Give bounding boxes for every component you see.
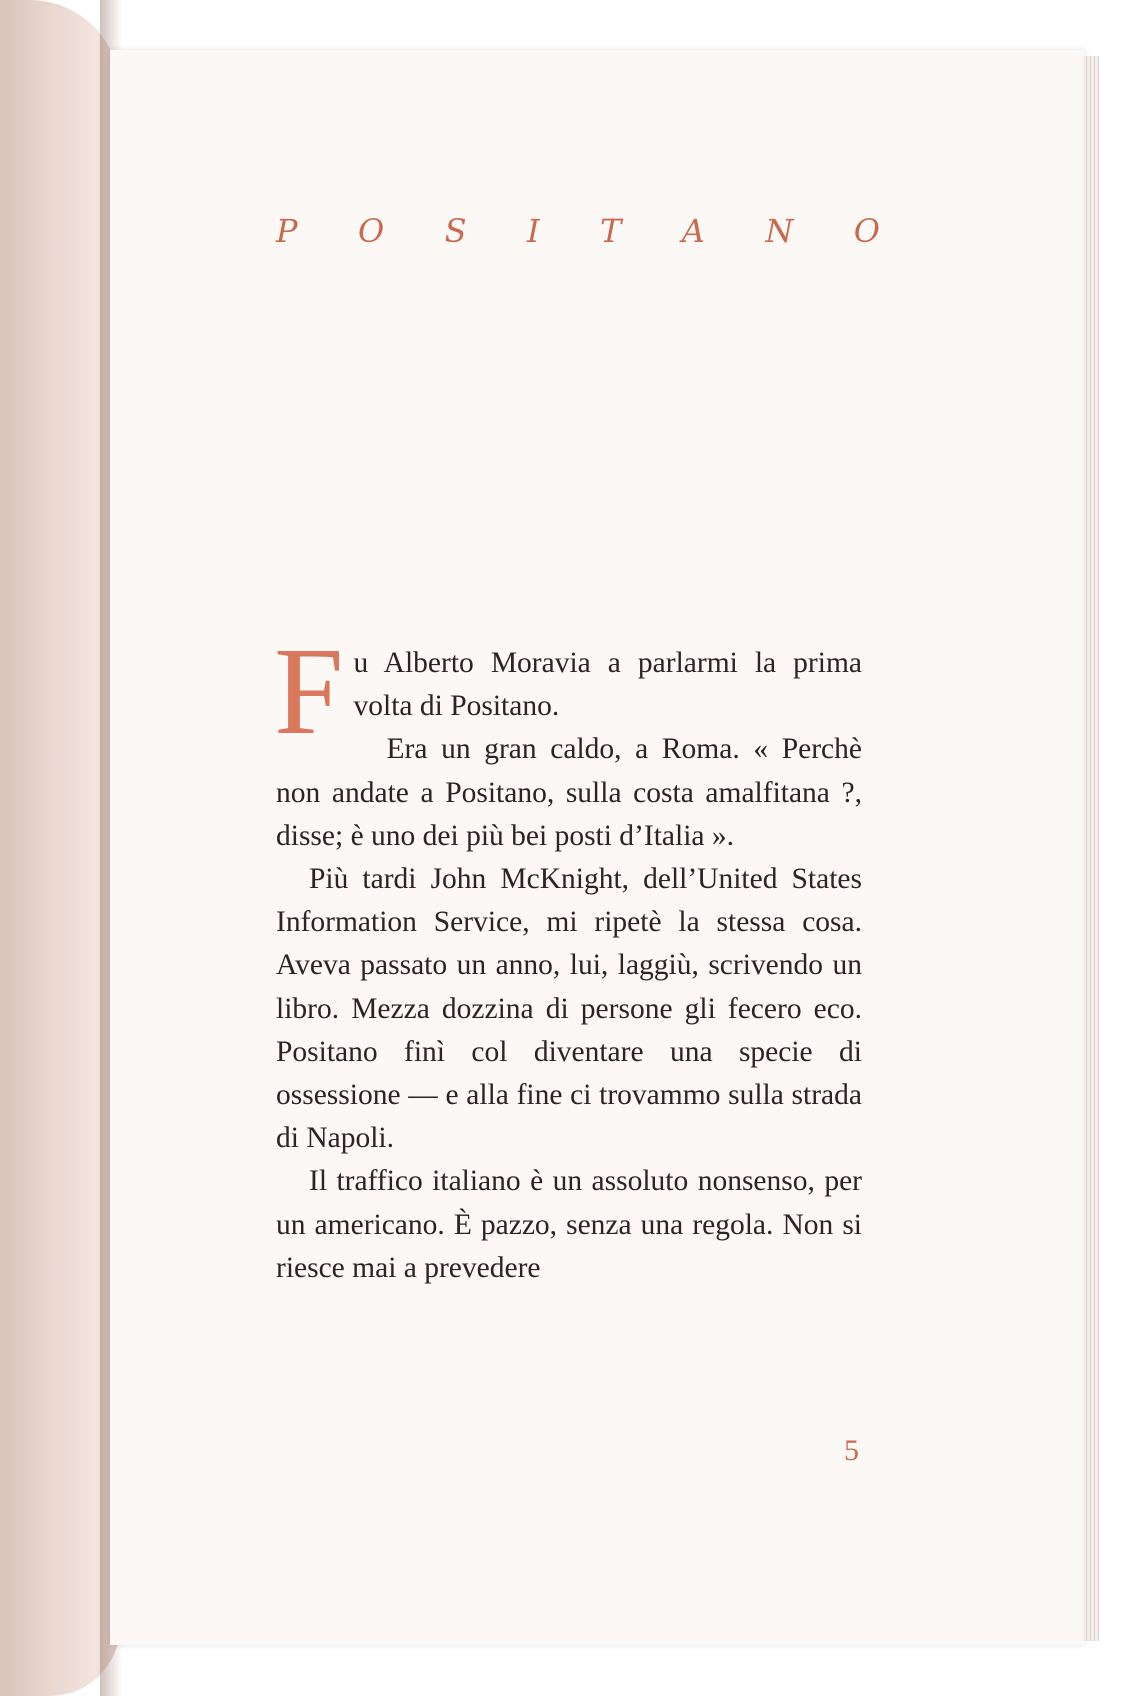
title-letter: O bbox=[853, 212, 880, 250]
title-letter: O bbox=[357, 212, 385, 250]
paragraph-2: Era un gran caldo, a Roma. « Perchè non andate a Positano, sulla costa amalfitana ?, disse; è uno dei più bei posti d’Italia ». bbox=[276, 733, 862, 852]
page-number: 5 bbox=[844, 1434, 859, 1467]
title-letter: P bbox=[276, 212, 298, 250]
paragraph-1-text: u Alberto Moravia a parlarmi la prima volta di Positano. bbox=[353, 647, 862, 723]
paragraph-3: Più tardi John McKnight, dell’United States Information Service, mi ripetè la stessa cosa. Aveva passato un anno, lui, laggiù, scrivendo un libro. Mezza dozzina di persone gli fecero eco. Positano finì col diventare una specie di ossessione — e alla fine ci trovammo sulla strada di Napoli. bbox=[276, 863, 862, 1155]
title-letter: I bbox=[526, 212, 540, 250]
title-letter: S bbox=[444, 212, 467, 250]
drop-cap: F bbox=[274, 623, 344, 761]
title-letter: T bbox=[600, 212, 622, 250]
chapter-title bbox=[276, 212, 880, 250]
body-text bbox=[274, 623, 862, 1290]
paragraph-4: Il traffico italiano è un assoluto nonsenso, per un americano. È pazzo, senza una regola. Non si riesce mai a prevedere bbox=[276, 1165, 862, 1284]
page-stack-edge bbox=[1083, 56, 1099, 1641]
title-letter: A bbox=[681, 212, 705, 250]
title-letter: N bbox=[765, 212, 794, 250]
paragraph-1 bbox=[274, 623, 862, 761]
